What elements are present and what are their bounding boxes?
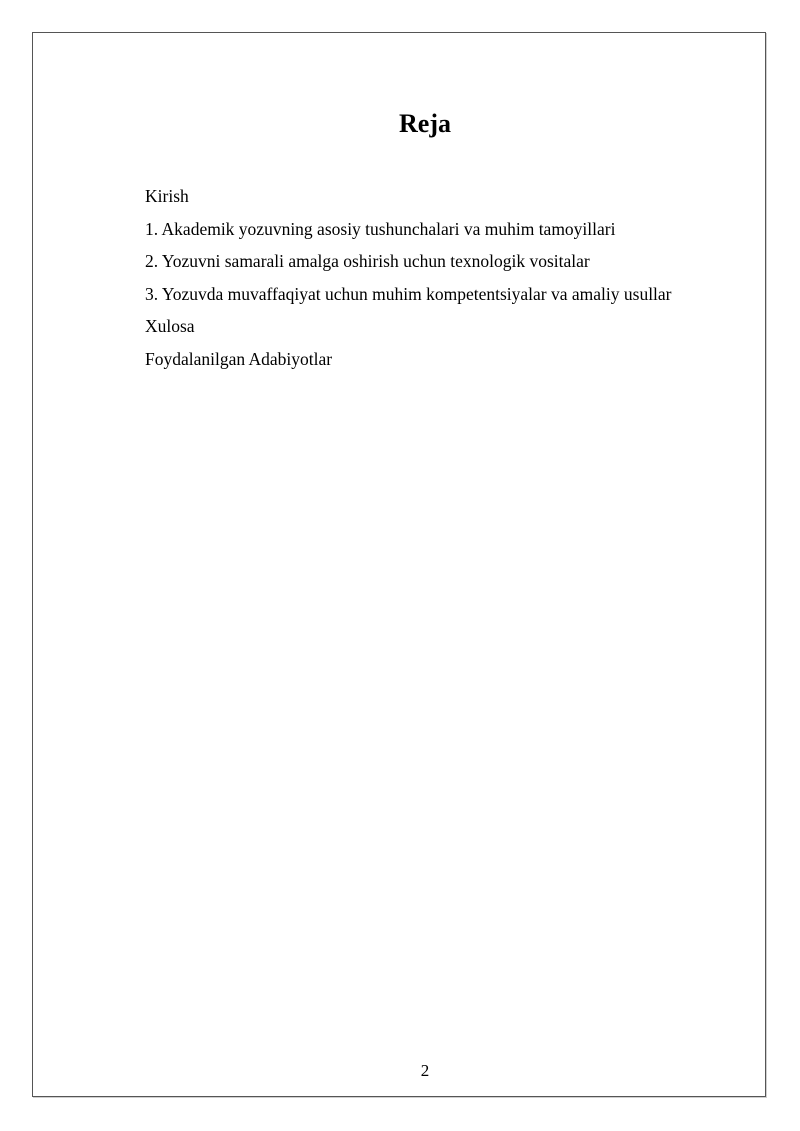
toc-item-references: Foydalanilgan Adabiyotlar (145, 348, 333, 369)
page-title: Reja (399, 109, 451, 138)
document-page (32, 32, 766, 1097)
toc-item-1: 1. Akademik yozuvning asosiy tushunchalari va muhim tamoyillari (145, 218, 616, 239)
toc-item-2: 2. Yozuvni samarali amalga oshirish uchun texnologik vositalar (145, 251, 590, 272)
toc-item-conclusion: Xulosa (145, 316, 195, 337)
page-number: 2 (420, 1061, 430, 1080)
table-of-contents (145, 180, 672, 376)
toc-item-3: 3. Yozuvda muvaffaqiyat uchun muhim kompetentsiyalar va amaliy usullar (145, 283, 672, 304)
toc-item-intro: Kirish (145, 186, 189, 206)
